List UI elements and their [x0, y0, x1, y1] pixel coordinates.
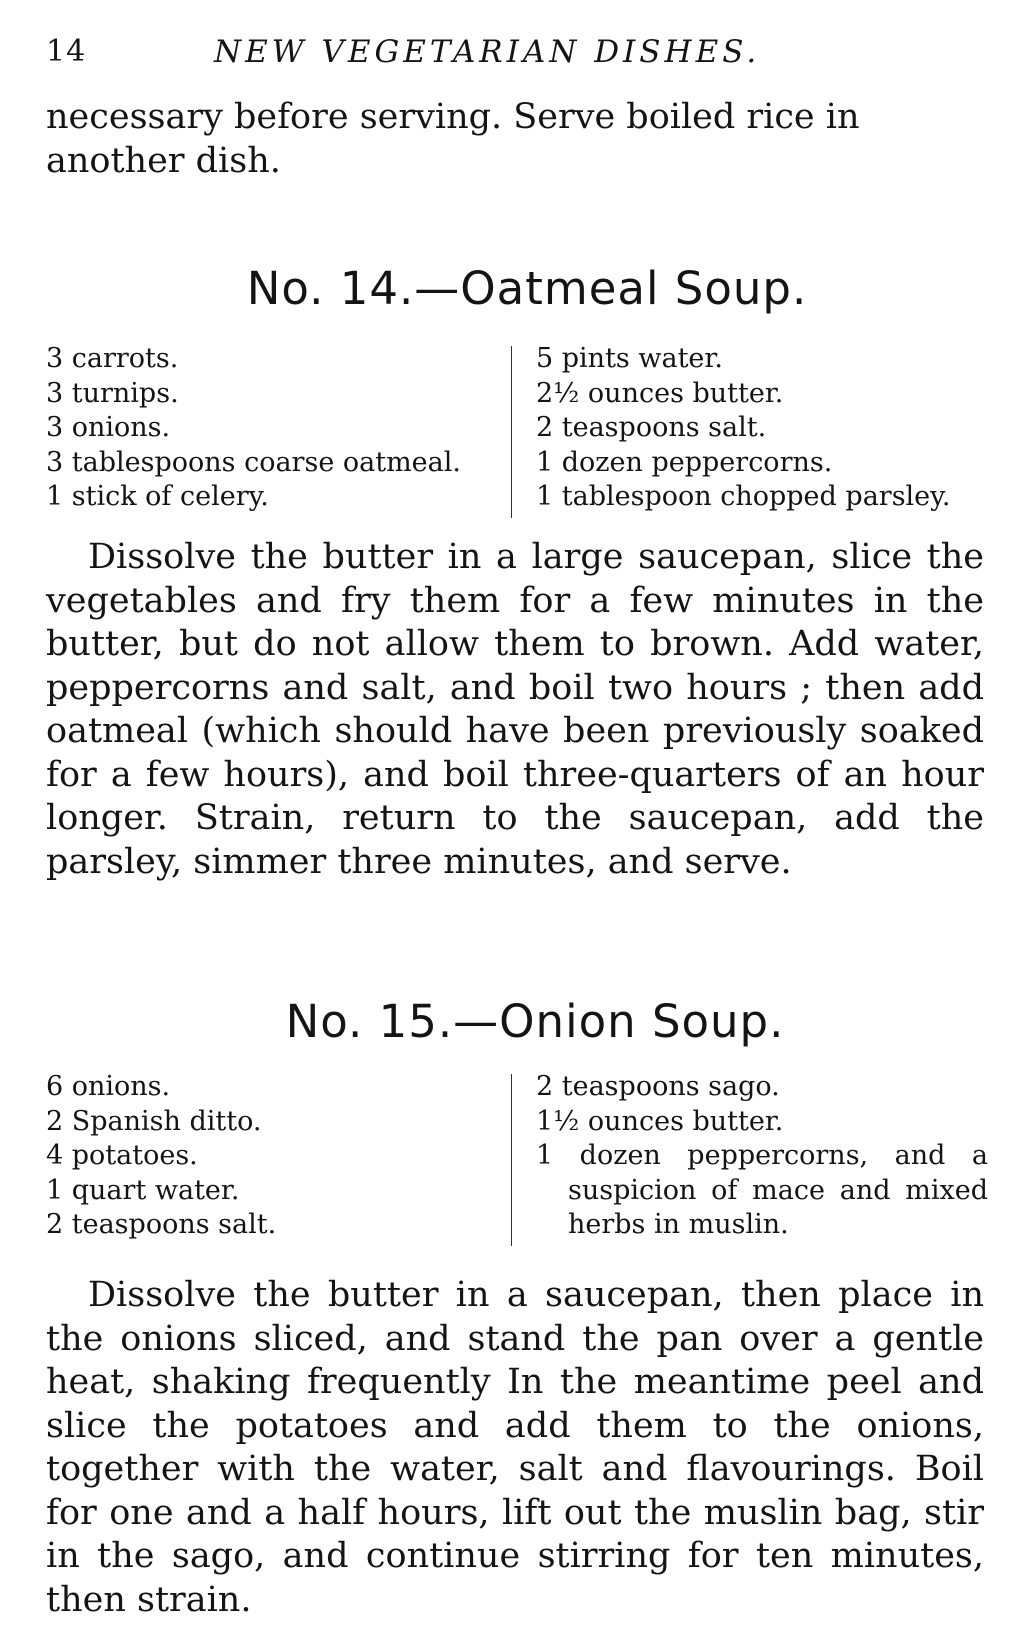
ingredient-item: 1 tablespoon chopped parsley. [536, 481, 951, 512]
recipe-heading-oatmeal-soup: No. 14.—Oatmeal Soup. [246, 262, 808, 315]
ingredient-item: 1 dozen peppercorns, and a suspicion of mace and mixed herbs in muslin. [536, 1140, 988, 1240]
ingredients-left-column [46, 1070, 496, 1243]
ingredient-item: 3 turnips. [46, 377, 179, 409]
ingredient-item: 1 quart water. [46, 1174, 240, 1206]
ingredient-item: 1 stick of celery. [46, 481, 269, 512]
column-divider [511, 1074, 512, 1246]
method-oatmeal-soup: Dissolve the butter in a large saucepan, slice the vegetables and fry them for a few minutes in the butter, but do not allow them to brown. Add water, peppercorns and salt, and boil two hours ; then add oatmeal (which should have been previously soaked for a few hours), and boil three-quarters of an hour longer. Strain, return to the saucepan, add the parsley, simmer three minutes, and serve. [46, 537, 984, 882]
ingredients-right-column [536, 1070, 988, 1243]
method-onion-soup: Dissolve the butter in a saucepan, then place in the onions sliced, and stand the pan over a gentle heat, shaking frequently In the meantime peel and slice the potatoes and add them to the onions, together with the water, salt and flavourings. Boil for one and a half hours, lift out the muslin bag, stir in the sago, and continue stirring for ten minutes, then strain. [46, 1275, 984, 1620]
ingredient-item: 2 Spanish ditto. [46, 1105, 262, 1137]
ingredients-left-column [46, 342, 496, 515]
ingredient-item: 1 dozen peppercorns. [536, 446, 833, 478]
ingredient-item: 1½ ounces butter. [536, 1105, 784, 1137]
ingredient-item: 2 teaspoons sago. [536, 1071, 780, 1102]
ingredient-item: 5 pints water. [536, 343, 723, 374]
recipe-heading-onion-soup: No. 15.—Onion Soup. [285, 995, 785, 1048]
ingredient-item: 3 carrots. [46, 343, 179, 374]
ingredient-item: 6 onions. [46, 1071, 171, 1102]
ingredient-item: 2 teaspoons salt. [536, 412, 767, 443]
page-number: 14 [46, 34, 87, 69]
running-head [46, 34, 986, 74]
ingredient-item: 2½ ounces butter. [536, 377, 784, 409]
ingredient-item: 4 potatoes. [46, 1140, 198, 1171]
ingredient-item: 2 teaspoons salt. [46, 1209, 277, 1240]
ingredients-right-column [536, 342, 988, 515]
column-divider [511, 346, 512, 518]
running-title: NEW VEGETARIAN DISHES. [214, 34, 761, 70]
continuation-paragraph: necessary before serving. Serve boiled rice in another dish. [46, 97, 860, 181]
ingredient-item: 3 onions. [46, 412, 171, 443]
ingredient-item: 3 tablespoons coarse oatmeal. [46, 446, 461, 478]
